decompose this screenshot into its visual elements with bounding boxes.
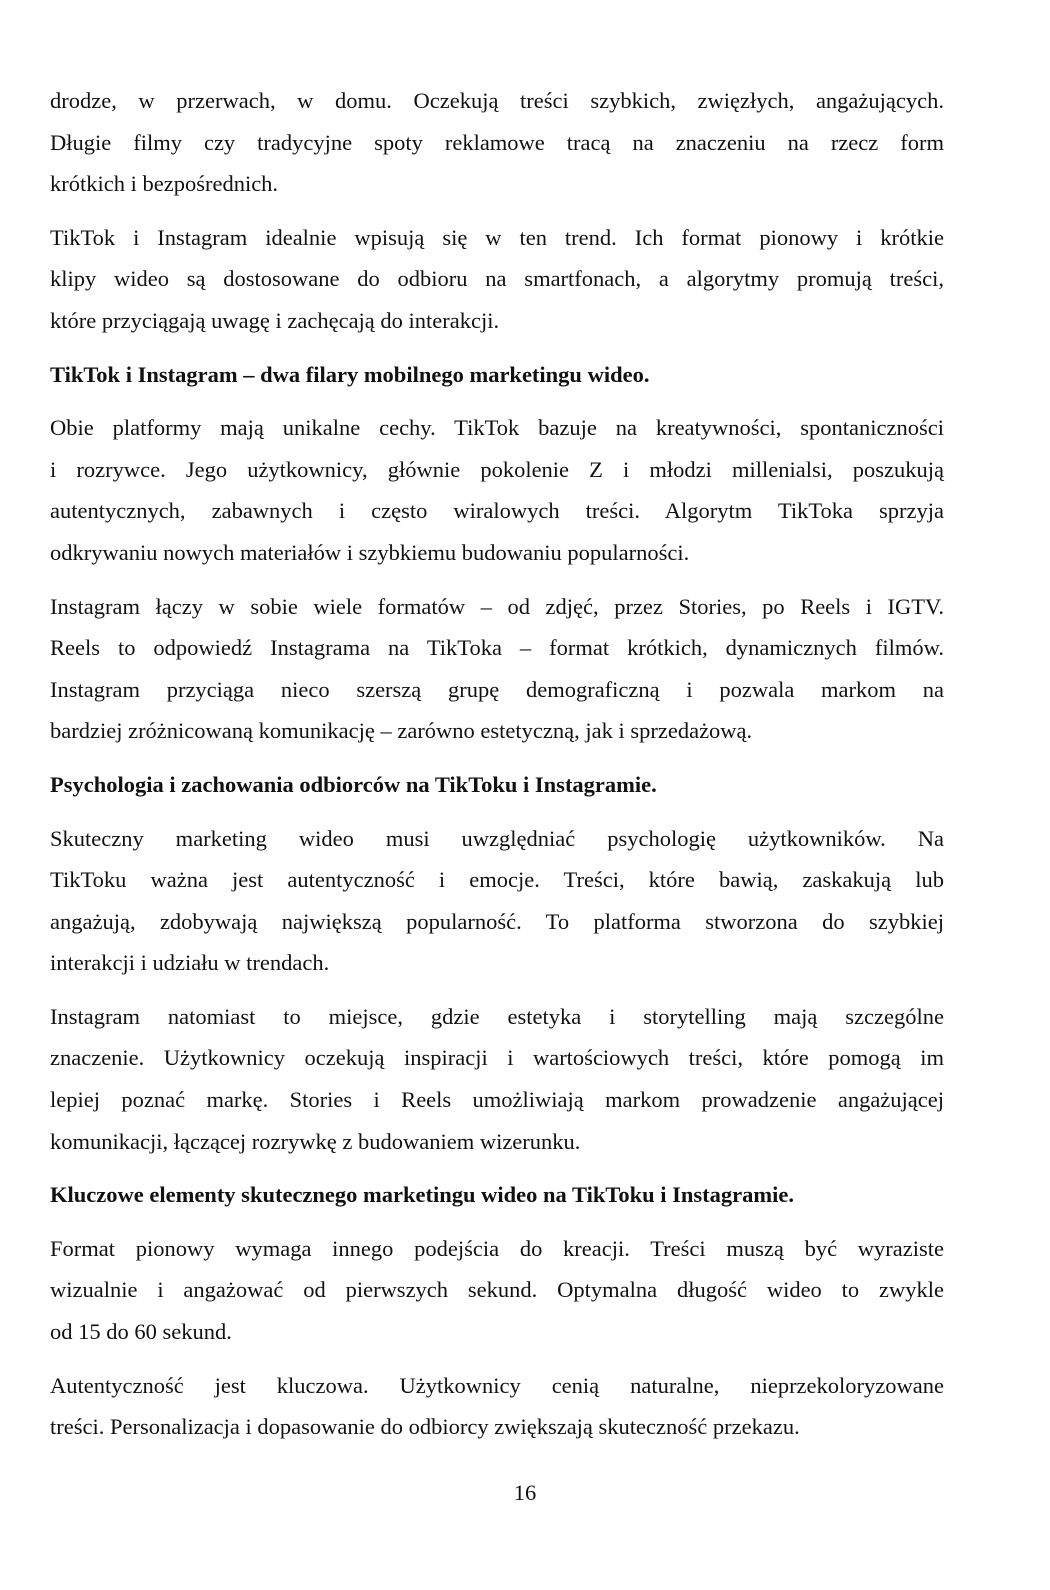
document-page — [50, 80, 944, 1460]
text-line: odkrywaniu nowych materiałów i szybkiemu budowaniu popularności. — [50, 539, 690, 565]
text-line: TikToku ważna jest autentyczność i emocje. Treści, które bawią, zaskakują lub — [50, 867, 944, 893]
text-line: od 15 do 60 sekund. — [50, 1319, 232, 1345]
section-heading-key-elements: Kluczowe elementy skutecznego marketingu wideo na TikToku i Instagramie. — [50, 1182, 794, 1208]
text-line: wizualnie i angażować od pierwszych sekund. Optymalna długość wideo to zwykle — [50, 1277, 944, 1303]
text-line: komunikacji, łączącej rozrywkę z budowaniem wizerunku. — [50, 1128, 581, 1154]
text-line: treści. Personalizacja i dopasowanie do odbiorcy zwiększają skuteczność przekazu. — [50, 1414, 800, 1440]
text-line: Instagram przyciąga nieco szerszą grupę demograficzną i pozwala markom na — [50, 676, 944, 702]
text-line: autentycznych, zabawnych i często wiralowych treści. Algorytm TikToka sprzyja — [50, 498, 944, 524]
paragraph-consumption-habits — [50, 80, 944, 205]
text-line: krótkich i bezpośrednich. — [50, 171, 279, 197]
text-line: angażują, zdobywają największą popularność. To platforma stworzona do szybkiej — [50, 908, 944, 934]
text-line: Obie platformy mają unikalne cechy. TikTok bazuje na kreatywności, spontaniczności — [50, 415, 944, 441]
paragraph-tiktok-instagram-trend — [50, 217, 944, 342]
text-line: i rozrywce. Jego użytkownicy, głównie pokolenie Z i młodzi millenialsi, poszukują — [50, 456, 944, 482]
section-heading-two-pillars: TikTok i Instagram – dwa filary mobilnego marketingu wideo. — [50, 361, 650, 387]
text-line: Format pionowy wymaga innego podejścia do kreacji. Treści muszą być wyraziste — [50, 1235, 944, 1261]
text-line: Skuteczny marketing wideo musi uwzględniać psychologię użytkowników. Na — [50, 825, 944, 851]
text-line: drodze, w przerwach, w domu. Oczekują treści szybkich, zwięzłych, angażujących. — [50, 88, 944, 113]
paragraph-tiktok-features — [50, 407, 944, 573]
section-heading-psychology: Psychologia i zachowania odbiorców na TikToku i Instagramie. — [50, 771, 657, 797]
text-line: interakcji i udziału w trendach. — [50, 950, 330, 976]
text-line: które przyciągają uwagę i zachęcają do interakcji. — [50, 307, 500, 333]
text-line: Instagram natomiast to miejsce, gdzie estetyka i storytelling mają szczególne — [50, 1003, 944, 1029]
text-line: bardziej zróżnicowaną komunikację – zarówno estetyczną, jak i sprzedażową. — [50, 718, 753, 744]
text-line: Autentyczność jest kluczowa. Użytkownicy cenią naturalne, nieprzekoloryzowane — [50, 1372, 944, 1398]
page-number: 16 — [513, 1480, 537, 1505]
text-line: Długie filmy czy tradycyjne spoty reklamowe tracą na znaczeniu na rzecz form — [50, 129, 944, 155]
text-line: klipy wideo są dostosowane do odbioru na smartfonach, a algorytmy promują treści, — [50, 266, 944, 292]
paragraph-instagram-formats — [50, 586, 944, 752]
text-line: Reels to odpowiedź Instagrama na TikToka – format krótkich, dynamicznych filmów. — [50, 635, 944, 661]
text-line: znaczenie. Użytkownicy oczekują inspiracji i wartościowych treści, które pomogą im — [50, 1045, 944, 1071]
paragraph-tiktok-psychology — [50, 818, 944, 984]
text-line: lepiej poznać markę. Stories i Reels umożliwiają markom prowadzenie angażującej — [50, 1087, 944, 1113]
text-line: TikTok i Instagram idealnie wpisują się w ten trend. Ich format pionowy i krótkie — [50, 224, 944, 250]
paragraph-authenticity — [50, 1365, 944, 1448]
text-line: Instagram łączy w sobie wiele formatów – od zdjęć, przez Stories, po Reels i IGTV. — [50, 593, 944, 619]
paragraph-vertical-format — [50, 1228, 944, 1353]
paragraph-instagram-storytelling — [50, 996, 944, 1162]
